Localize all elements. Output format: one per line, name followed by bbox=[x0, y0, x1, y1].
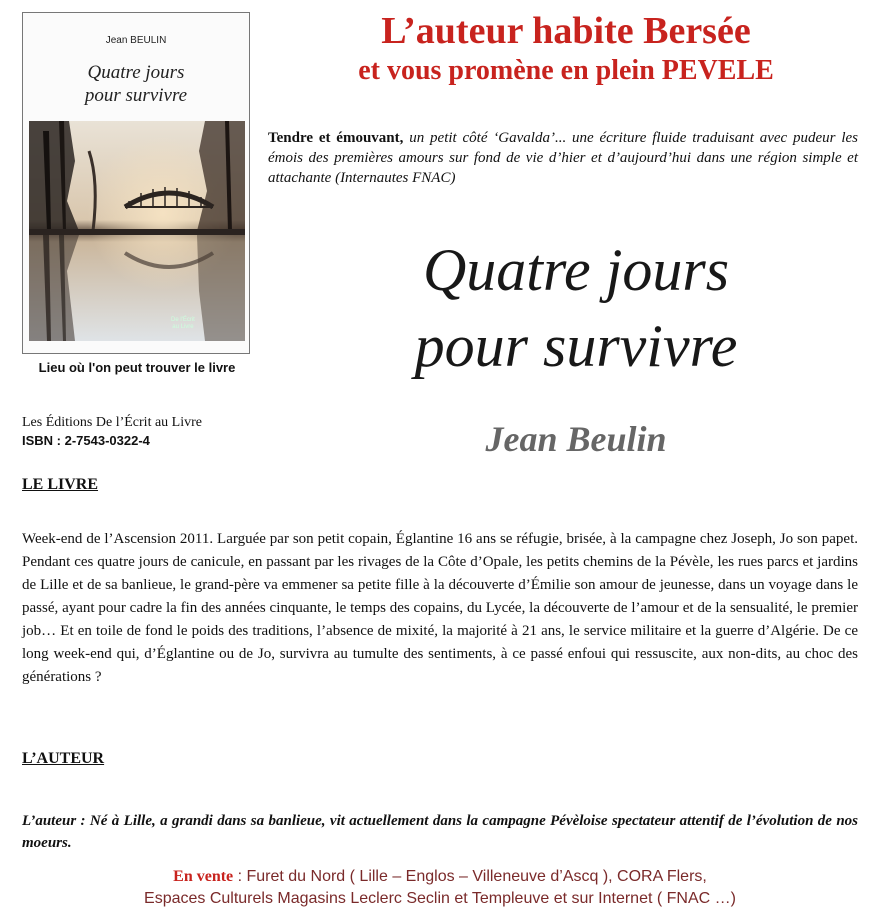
isbn: ISBN : 2-7543-0322-4 bbox=[22, 433, 150, 448]
cover-title bbox=[23, 61, 249, 107]
book-title bbox=[356, 232, 796, 384]
headline-main: L’auteur habite Bersée bbox=[381, 10, 751, 52]
book-cover bbox=[22, 12, 250, 354]
sale-line2: Espaces Culturels Magasins Leclerc Seclin et Templeuve et sur Internet ( FNAC …) bbox=[144, 890, 736, 907]
book-author: Jean Beulin bbox=[485, 419, 667, 459]
review-blurb bbox=[268, 128, 858, 188]
cover-author: Jean BEULIN bbox=[105, 35, 167, 46]
book-title-line2: pour survivre bbox=[414, 313, 738, 379]
section-heading-book: LE LIVRE bbox=[22, 476, 99, 493]
blurb-text: un petit côté ‘Gavalda’... une écriture fluide traduisant avec pudeur les émois des premières amours sur fond de vie d’hier et d’aujourd’hui dans une région simple et attachante (Internautes FNAC) bbox=[268, 130, 859, 186]
cover-title-line2: pour survivre bbox=[84, 85, 188, 106]
blurb-lead: Tendre et émouvant, bbox=[268, 130, 404, 146]
publisher-logo-line1: De l'Écrit bbox=[171, 317, 195, 323]
publisher-name: Les Éditions De l’Écrit au Livre bbox=[22, 415, 202, 430]
publisher-logo-line2: au Livre bbox=[172, 324, 194, 330]
cover-illustration bbox=[29, 121, 245, 341]
headline bbox=[266, 8, 866, 88]
cover-title-line1: Quatre jours bbox=[87, 62, 185, 83]
section-heading-author: L’AUTEUR bbox=[22, 750, 105, 767]
sale-label: En vente bbox=[173, 868, 234, 885]
sale-line1-text: : Furet du Nord ( Lille – Englos – Villeneuve d’Ascq ), CORA Flers, bbox=[233, 868, 707, 885]
sale-info bbox=[22, 866, 858, 910]
book-title-line1: Quatre jours bbox=[422, 237, 730, 303]
author-bio: L’auteur : Né à Lille, a grandi dans sa banlieue, vit actuellement dans la campagne Pévèloise spectateur attentif de l’évolution de nos moeurs. bbox=[22, 813, 858, 851]
synopsis: Week-end de l’Ascension 2011. Larguée par son petit copain, Églantine 16 ans se réfugie, brisée, à la campagne chez Joseph, Jo son papet. Pendant ces quatre jours de canicule, en passant par les rivages de la Côte d’Opale, les petits chemins de la Pévèle, les rues parcs et jardins de Lille et de sa banlieue, le grand-père va emmener sa petite fille à la découverte d’Émilie son amour de jeunesse, dans un voyage dans le passé, ayant pour cadre la fin des années cinquante, le temps des copains, du Lycée, la découverte de l’amour et de la sensualité, le premier job… Et en toile de fond le poids des traditions, l’absence de mixité, la majorité à 21 ans, le service militaire et la guerre d’Algérie. De ce long week-end qui, d’Églantine ou de Jo, survivra au tumulte des sentiments, à ce passé enfoui qui ressuscite, aux non-dits, au choc des générations ? bbox=[22, 531, 858, 685]
cover-caption: Lieu où l'on peut trouver le livre bbox=[38, 360, 236, 375]
publisher-logo bbox=[171, 317, 195, 331]
sale-line1 bbox=[22, 866, 858, 888]
headline-sub: et vous promène en plein PEVELE bbox=[358, 55, 774, 86]
